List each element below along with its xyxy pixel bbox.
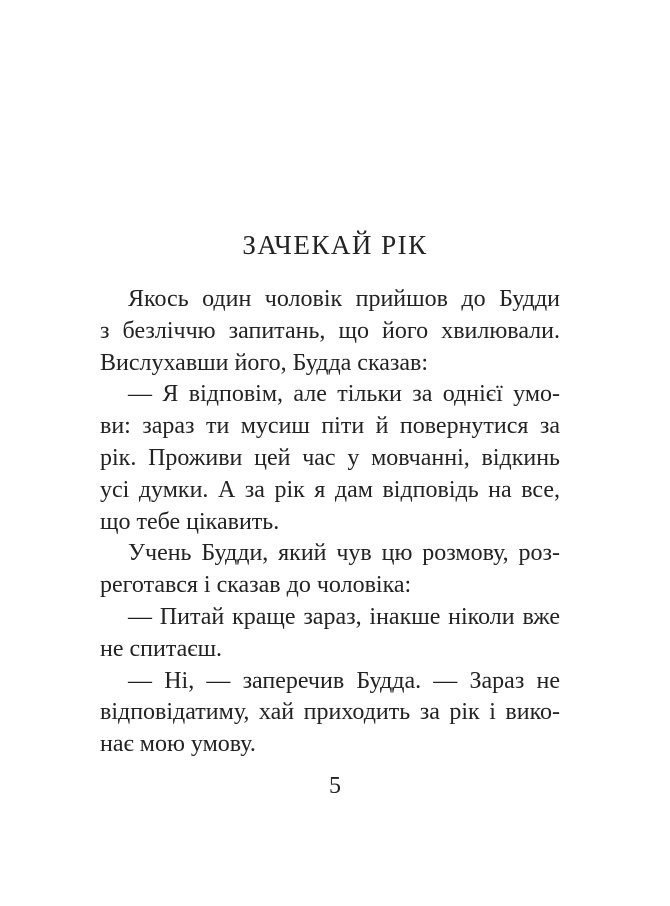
text-line: Учень Будди, який чув цю розмову, роз- bbox=[128, 540, 560, 567]
text-line: реготався і сказав до чоловіка: bbox=[100, 572, 412, 599]
text-line: з безліччю запитань, що його хвилювали. bbox=[100, 317, 560, 344]
chapter-title: ЗАЧЕКАЙ РІК bbox=[242, 230, 428, 260]
page-number: 5 bbox=[329, 773, 341, 799]
text-line: що тебе цікавить. bbox=[100, 508, 280, 535]
text-line: відповідатиму, хай приходить за рік і вико- bbox=[100, 699, 560, 726]
text-line: усі думки. А за рік я дам відповідь на все, bbox=[100, 476, 560, 503]
text-line: рік. Проживи цей час у мовчанні, відкинь bbox=[100, 444, 560, 471]
text-line: — Ні, — заперечив Будда. — Зараз не bbox=[128, 667, 560, 694]
text-line: Вислухавши його, Будда сказав: bbox=[100, 349, 429, 376]
text-line: — Питай краще зараз, інакше ніколи вже bbox=[128, 603, 560, 630]
text-line: не спитаєш. bbox=[100, 635, 223, 662]
text-line: нає мою умову. bbox=[100, 731, 256, 758]
text-line: — Я відповім, але тільки за однієї умо- bbox=[128, 381, 560, 408]
text-line: ви: зараз ти мусиш піти й повернутися за bbox=[100, 413, 560, 440]
text-line: Якось один чоловік прийшов до Будди bbox=[128, 286, 560, 312]
story-text bbox=[100, 284, 560, 761]
